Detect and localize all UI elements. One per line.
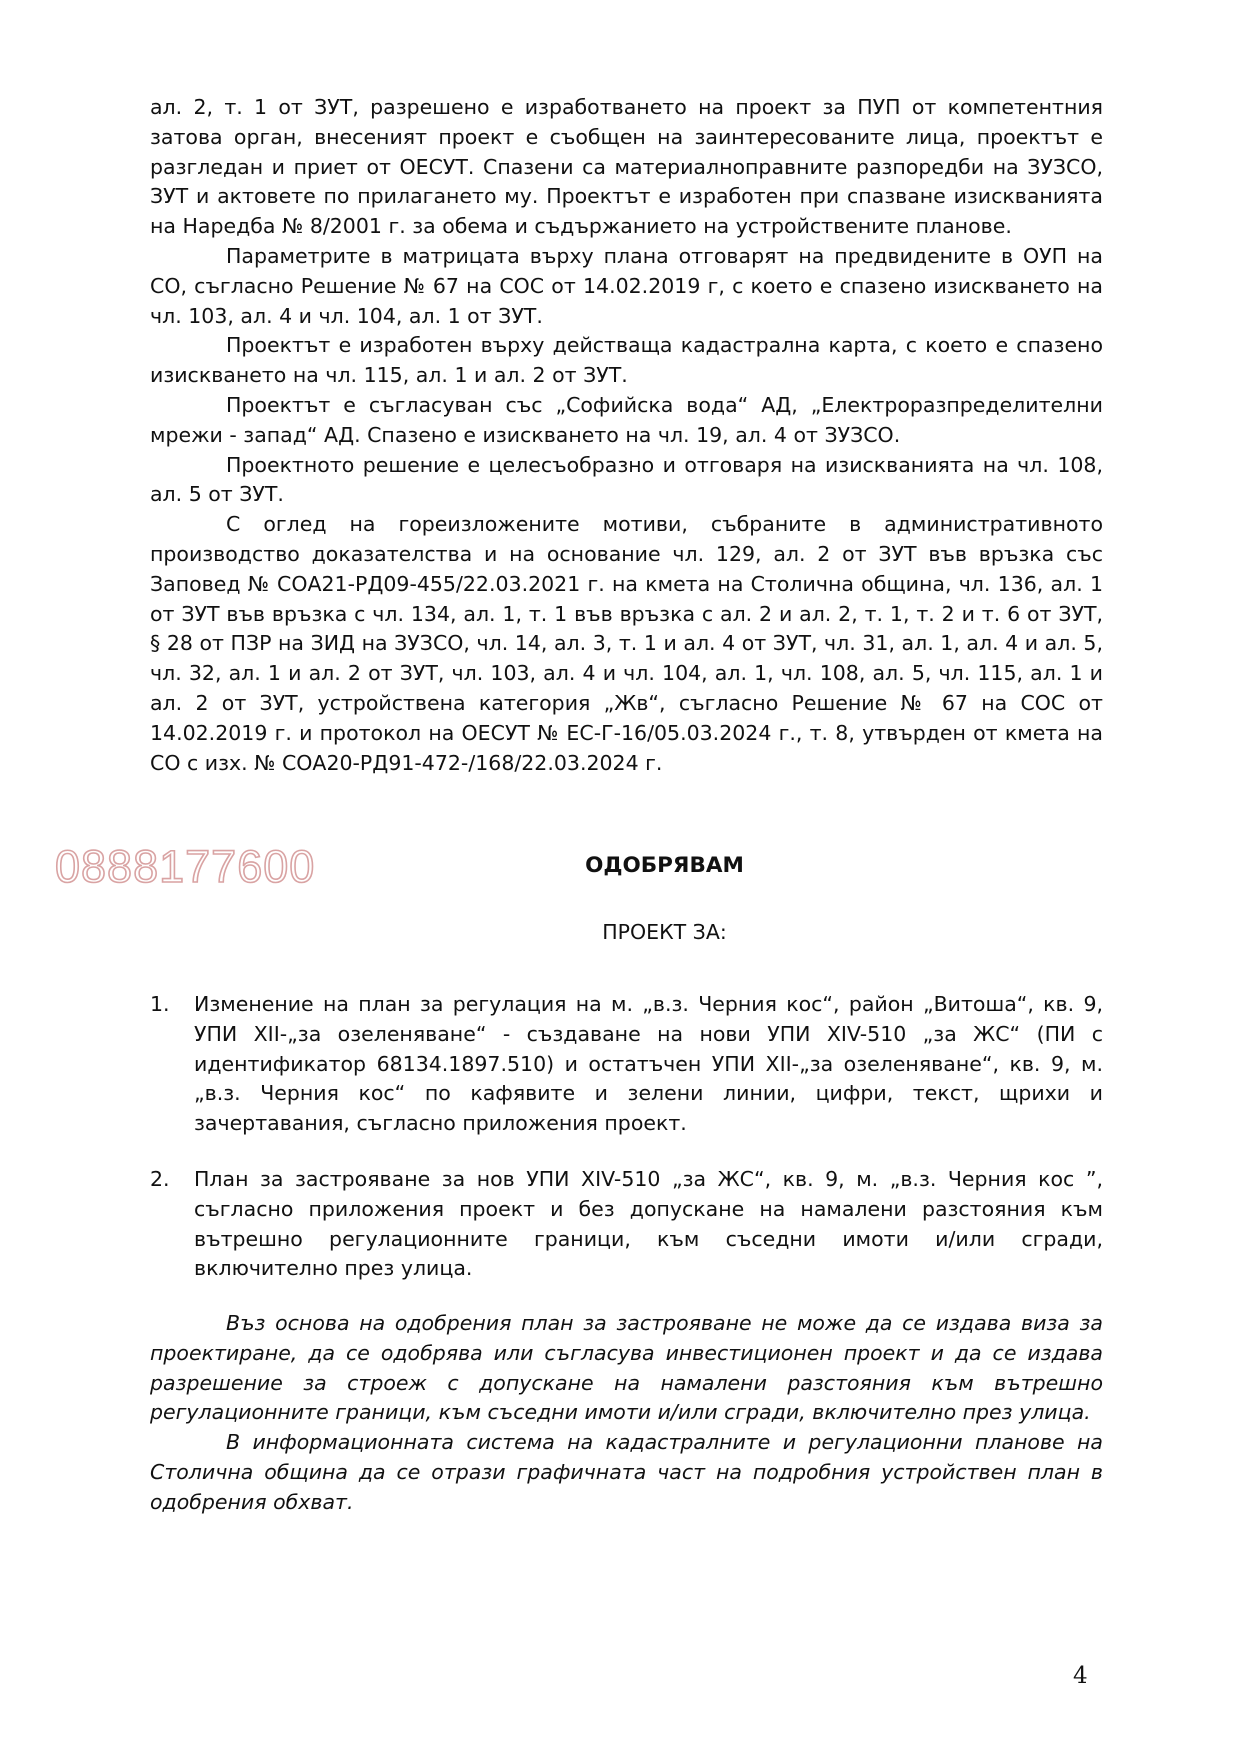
list-item-number: 2. xyxy=(150,1167,170,1191)
project-heading xyxy=(0,917,1241,947)
page-number: 4 xyxy=(1073,1663,1088,1689)
list-item xyxy=(150,1165,1103,1284)
project-heading-text: ПРОЕКТ ЗА: xyxy=(602,920,727,944)
approve-heading xyxy=(0,851,1241,881)
paragraph-intro: ал. 2, т. 1 от ЗУТ, разрешено е изработването на проект за ПУП от компетентния затова орган, внесеният проект е съобщен на заинтересованите лица, проектът е разгледан и приет от ОЕСУТ. Спазени са материалноправните разпоредби на ЗУЗСО, ЗУТ и актовете по прилагането му. Проектът е изработен при спазване изискванията на Наредба № 8/2001 г. за обема и съдържанието на устройствените планове. xyxy=(150,95,1103,239)
motives-section xyxy=(150,93,1103,778)
paragraph-design-solution: Проектното решение е целесъобразно и отговаря на изискванията на чл. 108, ал. 5 от ЗУТ. xyxy=(150,452,1103,507)
paragraph-cadastral-map: Проектът е изработен върху действаща кадастрална карта, с което е спазено изискването на чл. 115, ал. 1 и ал. 2 от ЗУТ. xyxy=(150,333,1103,388)
paragraph-parameters: Параметрите в матрицата върху плана отговарят на предвидените в ОУП на СО, съгласно Решение № 67 на СОС от 14.02.2019 г, с което е спазено изискването на чл. 103, ал. 4 и чл. 104, ал. 1 от ЗУТ. xyxy=(150,243,1103,328)
paragraph-coordination: Проектът е съгласуван със „Софийска вода“ АД, „Електроразпределителни мрежи - запад“ АД. Спазено е изискването на чл. 19, ал. 4 от ЗУЗСО. xyxy=(150,392,1103,447)
paragraph-visa-restriction: Въз основа на одобрения план за застрояване не може да се издава виза за проектиране, да се одобрява или съгласува инвестиционен проект и да се издава разрешение за строеж с допускане на намалени разстояния към вътрешно регулационните граници, към съседни имоти и/или сгради, включително през улица. xyxy=(150,1311,1103,1425)
list-item-text: Изменение на план за регулация на м. „в.з. Черния кос“, район „Витоша“, кв. 9, УПИ XII-„за озеленяване“ - създаване на нови УПИ XIV-510 „за ЖС“ (ПИ с идентификатор 68134.1897.510) и остатъчен УПИ XII-„за озеленяване“, кв. 9, м. „в.з. Черния кос“ по кафявите и зелени линии, цифри, текст, щрихи и зачертавания, съгласно приложения проект. xyxy=(194,992,1103,1136)
list-item-number: 1. xyxy=(150,992,170,1016)
paragraph-legal-basis: С оглед на гореизложените мотиви, събраните в административното производство доказателства и на основание чл. 129, ал. 2 от ЗУТ във връзка със Заповед № СОА21-РД09-455/22.03.2021 г. на кмета на Столична община, чл. 136, ал. 1 от ЗУТ във връзка с чл. 134, ал. 1, т. 1 във връзка с ал. 2 и ал. 2, т. 1, т. 2 и т. 6 от ЗУТ, § 28 от ПЗР на ЗИД на ЗУЗСО, чл. 14, ал. 3, т. 1 и ал. 4 от ЗУТ, чл. 31, ал. 1, ал. 4 и ал. 5, чл. 32, ал. 1 и ал. 2 от ЗУТ, чл. 103, ал. 4 и чл. 104, ал. 1, чл. 108, ал. 5, чл. 115, ал. 1 и ал. 2 от ЗУТ, устройствена категория „Жв“, съгласно Решение № 67 на СОС от 14.02.2019 г. и протокол на ОЕСУТ № ЕС-Г-16/05.03.2024 г., т. 8, утвърден от кмета на СО с изх. № СОА20-РД91-472-/168/22.03.2024 г. xyxy=(150,512,1103,775)
paragraph-information-system: В информационната система на кадастралните и регулационни планове на Столична община да се отрази графичната част на подробния устройствен план в одобрения обхват. xyxy=(150,1430,1103,1514)
list-item-text: План за застрояване за нов УПИ XIV-510 „за ЖС“, кв. 9, м. „в.з. Черния кос ”, съгласно приложения проект и без допускане на намалени разстояния към вътрешно регулационните граници, към съседни имоти и/или сгради, включително през улица. xyxy=(194,1167,1103,1281)
instructions-section xyxy=(150,1309,1103,1518)
phone-watermark: 0888177600 xyxy=(55,841,316,892)
list-item xyxy=(150,990,1103,1139)
approve-heading-text: ОДОБРЯВАМ xyxy=(585,853,744,878)
